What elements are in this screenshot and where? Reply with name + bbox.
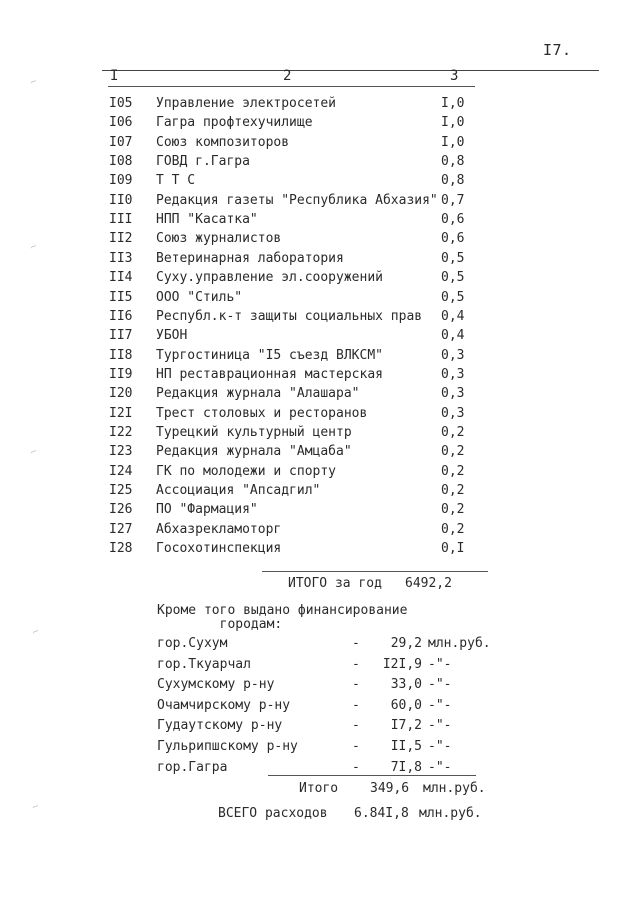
row-value: 0,2 xyxy=(441,463,465,479)
table-row xyxy=(0,348,640,367)
total-year-value: 6492,2 xyxy=(405,576,452,591)
row-value: 0,2 xyxy=(441,521,465,537)
column-header-2: 2 xyxy=(283,68,292,84)
row-number: I26 xyxy=(109,502,133,518)
city-value: I7,2 xyxy=(390,718,422,734)
row-name: НПП "Касатка" xyxy=(156,212,258,228)
row-number: I07 xyxy=(109,134,133,150)
city-unit: -"- xyxy=(428,718,452,734)
city-unit: -"- xyxy=(428,739,452,754)
table-row xyxy=(0,96,640,115)
table-row xyxy=(0,173,640,192)
city-value: 29,2 xyxy=(390,636,422,651)
city-value: 33,0 xyxy=(390,677,422,693)
itogo-value: 349,6 xyxy=(370,781,410,796)
vsego-unit: млн.руб. xyxy=(419,806,482,821)
table-row xyxy=(0,270,640,289)
margin-smudge: ~ xyxy=(27,239,40,254)
row-name: Трест столовых и ресторанов xyxy=(156,405,368,421)
funding-note: Кроме того выдано финансирование городам: xyxy=(157,603,408,632)
row-name: ПО "Фармация" xyxy=(156,502,258,518)
city-unit: млн.руб. xyxy=(428,636,491,651)
city-dash: - xyxy=(352,739,360,754)
table-row xyxy=(0,212,640,231)
row-number: II7 xyxy=(109,328,133,344)
city-unit: -"- xyxy=(428,677,452,693)
row-number: II6 xyxy=(109,308,133,324)
row-name: Республ.к-т защиты социальных прав xyxy=(156,308,423,324)
table-row xyxy=(0,328,640,347)
row-number: II4 xyxy=(109,270,133,286)
city-dash: - xyxy=(352,697,360,713)
row-name: Управление электросетей xyxy=(156,96,337,111)
city-unit: -"- xyxy=(428,697,452,713)
row-value: I,0 xyxy=(441,115,465,131)
margin-smudge: ~ xyxy=(27,74,40,89)
vsego-value: 6.84I,8 xyxy=(354,806,409,821)
row-number: I2I xyxy=(109,405,133,421)
row-name: ГОВД г.Гагра xyxy=(156,154,250,170)
row-number: II2 xyxy=(109,231,133,247)
row-name: НП реставрационная мастерская xyxy=(156,366,383,382)
header-underline xyxy=(108,86,475,87)
table-row xyxy=(0,425,640,444)
row-name: Союз журналистов xyxy=(156,231,282,247)
table-row xyxy=(0,309,640,328)
margin-smudge: ~ xyxy=(29,799,42,814)
row-number: II5 xyxy=(109,289,133,305)
city-dash: - xyxy=(352,636,360,651)
row-value: 0,3 xyxy=(441,405,465,421)
row-number: II3 xyxy=(109,250,133,266)
table-row xyxy=(0,502,640,521)
city-value: 60,0 xyxy=(390,697,422,713)
row-value: 0,5 xyxy=(441,270,465,286)
city-unit: -"- xyxy=(428,759,452,775)
margin-smudge: ~ xyxy=(29,624,42,639)
row-number: I08 xyxy=(109,154,133,170)
table-row xyxy=(0,154,640,173)
row-name: Гагра профтехучилище xyxy=(156,115,313,131)
row-value: 0,8 xyxy=(441,173,465,189)
row-number: I24 xyxy=(109,463,133,479)
row-value: 0,5 xyxy=(441,289,465,305)
itogo-separator xyxy=(268,775,476,776)
table-row xyxy=(0,483,640,502)
row-value: 0,2 xyxy=(441,483,465,498)
column-header-1: I xyxy=(110,68,119,84)
vsego-label: ВСЕГО расходов xyxy=(218,806,328,821)
margin-smudge: ~ xyxy=(27,444,40,459)
row-name: ООО "Стиль" xyxy=(156,289,243,305)
city-name: Сухумскому р-ну xyxy=(157,677,275,693)
row-name: Т Т С xyxy=(156,173,196,189)
row-name: Ассоциация "Апсадгил" xyxy=(156,483,321,498)
city-value: II,5 xyxy=(390,739,422,754)
row-name: Турецкий культурный центр xyxy=(156,424,352,440)
row-name: Ветеринарная лаборатория xyxy=(156,250,344,266)
row-value: 0,2 xyxy=(441,502,465,518)
row-value: 0,6 xyxy=(441,231,465,247)
table-row xyxy=(0,367,640,386)
row-name: Редакция газеты "Республика Абхазия" xyxy=(156,192,438,208)
row-value: 0,4 xyxy=(441,328,465,344)
table-top-rule xyxy=(102,70,599,71)
table-row xyxy=(0,386,640,405)
table-row xyxy=(0,541,640,560)
table-row xyxy=(0,522,640,541)
row-name: Союз композиторов xyxy=(156,134,290,150)
row-number: I22 xyxy=(109,424,133,440)
row-name: Суху.управление эл.сооружений xyxy=(156,270,383,286)
total-year-label: ИТОГО за год xyxy=(288,576,382,591)
city-dash: - xyxy=(352,677,360,693)
row-number: II8 xyxy=(109,347,133,363)
row-value: 0,3 xyxy=(441,386,465,402)
row-number: I09 xyxy=(109,173,133,189)
city-name: гор.Сухум xyxy=(157,636,228,651)
row-number: I05 xyxy=(109,96,133,111)
city-name: Гульрипшскому р-ну xyxy=(157,739,298,754)
row-value: 0,I xyxy=(441,541,465,557)
city-name: Очамчирскому р-ну xyxy=(157,697,291,713)
row-name: Абхазрекламоторг xyxy=(156,521,282,537)
row-number: II9 xyxy=(109,366,133,382)
row-value: 0,2 xyxy=(441,444,465,460)
page-number: I7. xyxy=(543,41,572,59)
table-row xyxy=(0,231,640,250)
row-name: УБОН xyxy=(156,328,188,344)
city-name: гор.Гагра xyxy=(157,759,228,775)
row-number: II0 xyxy=(109,192,133,208)
table-row xyxy=(0,115,640,134)
table-row xyxy=(0,290,640,309)
table-row xyxy=(0,464,640,483)
table-row xyxy=(0,444,640,463)
column-header-3: 3 xyxy=(450,68,459,84)
row-value: I,0 xyxy=(441,96,465,111)
city-value: 7I,8 xyxy=(390,759,422,775)
row-name: Редакция журнала "Амцаба" xyxy=(156,444,352,460)
row-value: 0,7 xyxy=(441,192,465,208)
city-dash: - xyxy=(352,718,360,734)
city-unit: -"- xyxy=(428,656,452,672)
row-value: I,0 xyxy=(441,134,465,150)
row-value: 0,8 xyxy=(441,154,465,170)
row-number: III xyxy=(109,212,133,228)
table-row xyxy=(0,135,640,154)
itogo-unit: млн.руб. xyxy=(423,781,486,796)
total-separator xyxy=(262,571,488,572)
city-value: I2I,9 xyxy=(382,656,422,672)
row-number: I25 xyxy=(109,483,133,498)
row-value: 0,5 xyxy=(441,250,465,266)
itogo-label: Итого xyxy=(299,781,339,796)
table-row xyxy=(0,193,640,212)
row-name: Госохотинспекция xyxy=(156,541,282,557)
table-row xyxy=(0,251,640,270)
row-value: 0,6 xyxy=(441,212,465,228)
table-row xyxy=(0,406,640,425)
row-value: 0,3 xyxy=(441,366,465,382)
city-dash: - xyxy=(352,759,360,775)
row-number: I23 xyxy=(109,444,133,460)
city-name: Гудаутскому р-ну xyxy=(157,718,283,734)
row-value: 0,4 xyxy=(441,308,465,324)
row-name: ГК по молодежи и спорту xyxy=(156,463,337,479)
row-number: I06 xyxy=(109,115,133,131)
city-name: гор.Ткуарчал xyxy=(157,656,251,672)
row-name: Редакция журнала "Алашара" xyxy=(156,386,360,402)
row-value: 0,3 xyxy=(441,347,465,363)
row-value: 0,2 xyxy=(441,424,465,440)
row-name: Тургостиница "I5 съезд ВЛКСМ" xyxy=(156,347,383,363)
row-number: I28 xyxy=(109,541,133,557)
city-dash: - xyxy=(352,656,360,672)
row-number: I27 xyxy=(109,521,133,537)
row-number: I20 xyxy=(109,386,133,402)
